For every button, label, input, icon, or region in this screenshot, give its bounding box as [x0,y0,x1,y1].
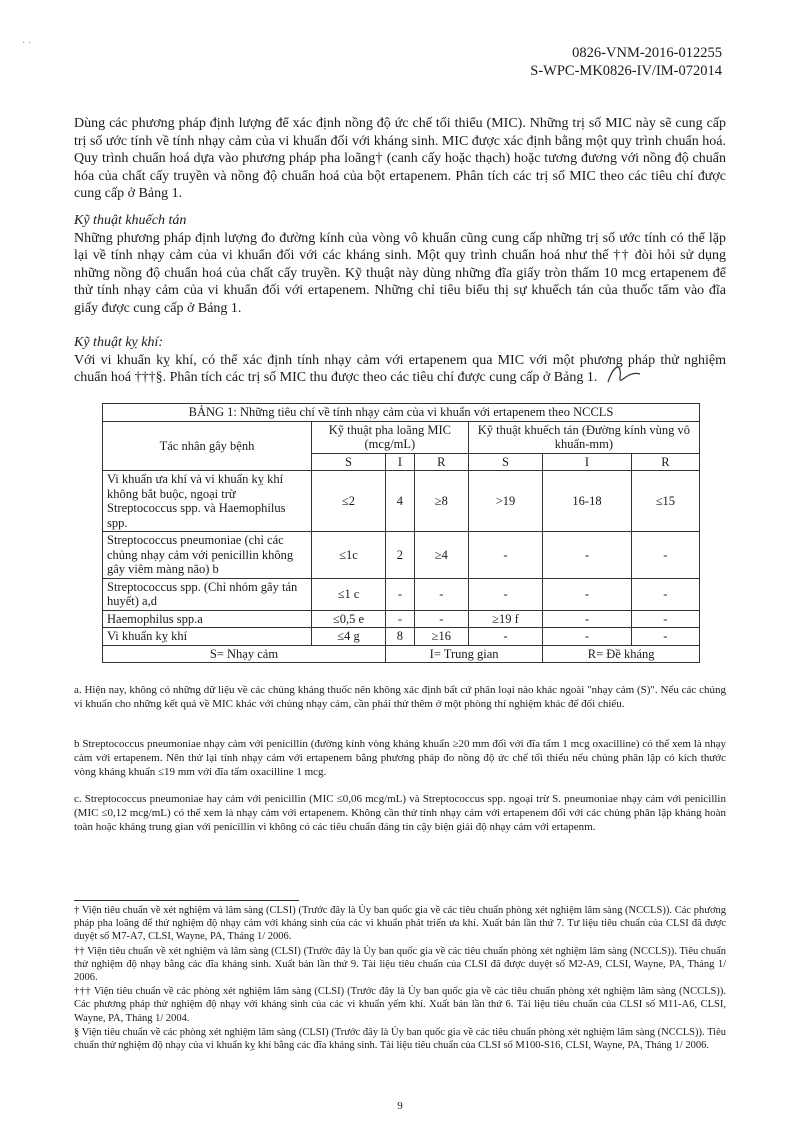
disk-r-cell: - [631,628,699,646]
table-note-a [74,683,726,711]
intro-paragraph: Dùng các phương pháp định lượng để xác định nồng độ ức chế tối thiểu (MIC). Những trị số MIC này sẽ cung cấp trị số ước tính về tính nhạy cảm của vi khuẩn đối với kháng sinh. MIC được xác định bằng một quy trình chuẩn hoá. Quy trình chuẩn hoá dựa vào phương pháp pha loãng† (canh cấy hoặc thạch) hoặc tương đương với nồng độ chuẩn hóa của chất cấy truyền và nồng độ chuẩn hoá của bột ertapenem. Phân tích các trị số MIC theo các tiêu chí được cung cấp ở Bảng 1. [74,116,726,201]
pathogen-cell: Vi khuẩn kỵ khí [103,628,312,646]
pathogen-cell: Haemophilus spp.a [103,610,312,628]
intro-section [74,115,726,203]
pathogen-cell: Streptococcus pneumoniae (chỉ các chủng nhạy cảm với penicillin không gây viêm màng não) b [103,532,312,579]
disk-r-cell: - [631,532,699,579]
table-row [103,578,700,610]
mic-s-cell: ≤0,5 e [312,610,386,628]
disk-r-cell: - [631,610,699,628]
mic-r-cell: ≥4 [414,532,468,579]
table-row [103,628,700,646]
disk-s-cell: ≥19 f [468,610,543,628]
signature-mark [604,360,644,390]
diffusion-section [74,212,726,317]
mic-i-cell: 4 [385,471,414,532]
legend-intermediate: I= Trung gian [385,645,542,663]
diffusion-heading: Kỹ thuật khuếch tán [74,213,187,228]
mic-r-cell: ≥16 [414,628,468,646]
sub-header-r: R [414,453,468,471]
sub-header-i: I [543,453,631,471]
mic-r-cell: ≥8 [414,471,468,532]
table-row [103,610,700,628]
document-code-1: 0826-VNM-2016-012255 [572,45,722,61]
legend-resistant: R= Đề kháng [543,645,700,663]
mic-i-cell: - [385,578,414,610]
note-b-text: b Streptococcus pneumoniae nhạy cảm với penicillin (đường kính vòng kháng khuẩn ≥20 mm đối với đĩa tẩm 1 mcg oxacilline) có thể xem là nhạy cảm với ertapenem. Nên thử lại tính nhạy cảm với ertapenem bằng phương pháp đo nồng độ ức chế tối thiểu nếu chủng phân lập có kích thước vòng kháng khuẩn ≤19 mm với đĩa tẩm oxacilline 1 mcg. [74,738,726,778]
table-note-c [74,792,726,834]
disk-i-cell: - [543,532,631,579]
mic-s-cell: ≤4 g [312,628,386,646]
sub-header-s: S [468,453,543,471]
header-dilution: Kỹ thuật pha loãng MIC (mcg/mL) [312,421,469,453]
table-legend-row [103,645,700,663]
footnote-item: †† Viện tiêu chuẩn về xét nghiệm và lâm sàng (CLSI) (Trước đây là Ủy ban quốc gia về các tiêu chuẩn phòng xét nghiệm lâm sàng (NCCLS)). Tiêu chuẩn thử nghiệm độ nhạy bằng các đĩa kháng sinh. Xuất bản lần thứ 9. Tài liệu tiêu chuẩn của CLSI đã được duyệt số M2-A9, CLSI, Wayne, PA, Tháng 1/ 2006. [74,945,726,984]
scan-mark: · · [22,38,32,49]
note-a-text: a. Hiện nay, không có những dữ liệu về các chủng kháng thuốc nên không xác định bất cứ phân loại nào khác ngoài "nhạy cảm (S)". Nếu các chủng vi khuẩn cho những kết quả về MIC khác với chủng nhạy cảm, cần phải thử thêm ở một phòng thí nghiệm khác để đối chiếu. [74,684,726,710]
disk-s-cell: - [468,532,543,579]
diffusion-paragraph: Những phương pháp định lượng đo đường kính của vòng vô khuẩn cũng cung cấp những trị số ước tính có thể lặp lại về tính nhạy cảm của vi khuẩn đối với các kháng sinh. Một quy trình chuẩn hoá như thế †† đòi hỏi sử dụng những nồng độ chuẩn hoá của chất cấy truyền. Kỹ thuật này dùng những đĩa giấy tròn thấm 10 mcg ertapenem để thử tính nhạy cảm của vi khuẩn đối với ertapenem. Những chỉ tiêu biểu thị sự khuếch tán của thuốc tẩm vào đĩa giấy được cung cấp ở Bảng 1. [74,230,726,316]
mic-r-cell: - [414,578,468,610]
table-row [103,471,700,532]
disk-s-cell: >19 [468,471,543,532]
disk-r-cell: ≤15 [631,471,699,532]
disk-i-cell: - [543,578,631,610]
page-number: 9 [397,1100,403,1112]
disk-i-cell: - [543,628,631,646]
mic-i-cell: - [385,610,414,628]
document-code-2: S-WPC-MK0826-IV/IM-072014 [530,63,722,79]
criteria-table-wrap [102,403,700,663]
footnote-item: † Viện tiêu chuẩn về xét nghiệm và lâm sàng (CLSI) (Trước đây là Ủy ban quốc gia về các tiêu chuẩn phòng xét nghiệm lâm sàng (NCCLS)). Các phương pháp pha loãng để thử nghiệm độ nhạy cảm với kháng sinh của các vi khuẩn phát triển ưa khí. Xuất bản lần thứ 7. Tư liệu tiêu chuẩn của CLSI đã được duyệt số M7-A7, CLSI, Wayne, PA, Tháng 1/ 2006. [74,905,726,943]
sub-header-i: I [385,453,414,471]
footnote-divider [74,900,299,901]
mic-s-cell: ≤2 [312,471,386,532]
note-c-text: c. Streptococcus pneumoniae hay cảm với penicillin (MIC ≤0,06 mcg/mL) và Streptococcus spp. ngoại trừ S. pneumoniae nhạy cảm với penicillin (MIC ≤0,12 mcg/mL) có thể xem là nhạy cảm với ertapenem. Không cần thử tính nhạy cảm với ertapenem đối với các chủng phân lập kháng hoàn toàn hoặc kháng trung gian với penicillin vì không có các tiêu chuẩn đáng tin cậy biện giải độ nhạy cảm với ertapenm. [74,793,726,833]
header-pathogen: Tác nhân gây bệnh [103,421,312,471]
mic-s-cell: ≤1c [312,532,386,579]
mic-r-cell: - [414,610,468,628]
mic-i-cell: 8 [385,628,414,646]
mic-i-cell: 2 [385,532,414,579]
table-note-b [74,737,726,779]
disk-s-cell: - [468,628,543,646]
footnote-item: § Viện tiêu chuẩn về các phòng xét nghiệm lâm sàng (CLSI) (Trước đây là Ủy ban quốc gia về các tiêu chuẩn phòng xét nghiệm lâm sàng (NCCLS)). Tiêu chuẩn thử nghiệm độ nhạy của vi khuẩn kỵ khí bằng các đĩa kháng sinh. Tài liệu tiêu chuẩn của CLSI số M100-S16, CLSI, Wayne, PA, Tháng 1/ 2006. [74,1026,726,1052]
header-diffusion: Kỹ thuật khuếch tán (Đường kính vùng vô khuẩn-mm) [468,421,699,453]
anaerobic-paragraph: Với vi khuẩn kỵ khí, có thể xác định tính nhạy cảm với ertapenem qua MIC với một phương pháp thử nghiệm chuẩn hoá †††§. Phân tích các trị số MIC thu được theo các tiêu chí được cung cấp ở Bảng 1. [74,352,726,385]
disk-i-cell: 16-18 [543,471,631,532]
mic-s-cell: ≤1 c [312,578,386,610]
criteria-table [102,403,700,663]
legend-susceptible: S= Nhạy cảm [103,645,386,663]
footnotes [74,904,726,1053]
table-caption: BẢNG 1: Những tiêu chí về tính nhạy cảm của vi khuẩn với ertapenem theo NCCLS [103,404,700,422]
anaerobic-heading: Kỹ thuật kỵ khí: [74,335,164,350]
pathogen-cell: Streptococcus spp. (Chỉ nhóm gây tán huyết) a,d [103,578,312,610]
disk-i-cell: - [543,610,631,628]
table-row [103,532,700,579]
footnote-item: ††† Viện tiêu chuẩn về các phòng xét nghiệm lâm sàng (CLSI) (Trước đây là Ủy ban quốc gia về các tiêu chuẩn phòng xét nghiệm lâm sàng (NCCLS)). Các phương pháp thử nghiệm độ nhạy với kháng sinh của các vi khuẩn yếm khí. Xuất bản lần thứ 6. Tài liệu tiêu chuẩn của CLSI số M11-A6, CLSI, Wayne, PA, Tháng 1/ 2004. [74,986,726,1024]
disk-r-cell: - [631,578,699,610]
sub-header-r: R [631,453,699,471]
disk-s-cell: - [468,578,543,610]
document-codes [530,44,722,80]
sub-header-s: S [312,453,386,471]
pathogen-cell: Vi khuẩn ưa khí và vi khuẩn kỵ khí không bắt buộc, ngoại trừ Streptococcus spp. và Haemophilus spp. [103,471,312,532]
